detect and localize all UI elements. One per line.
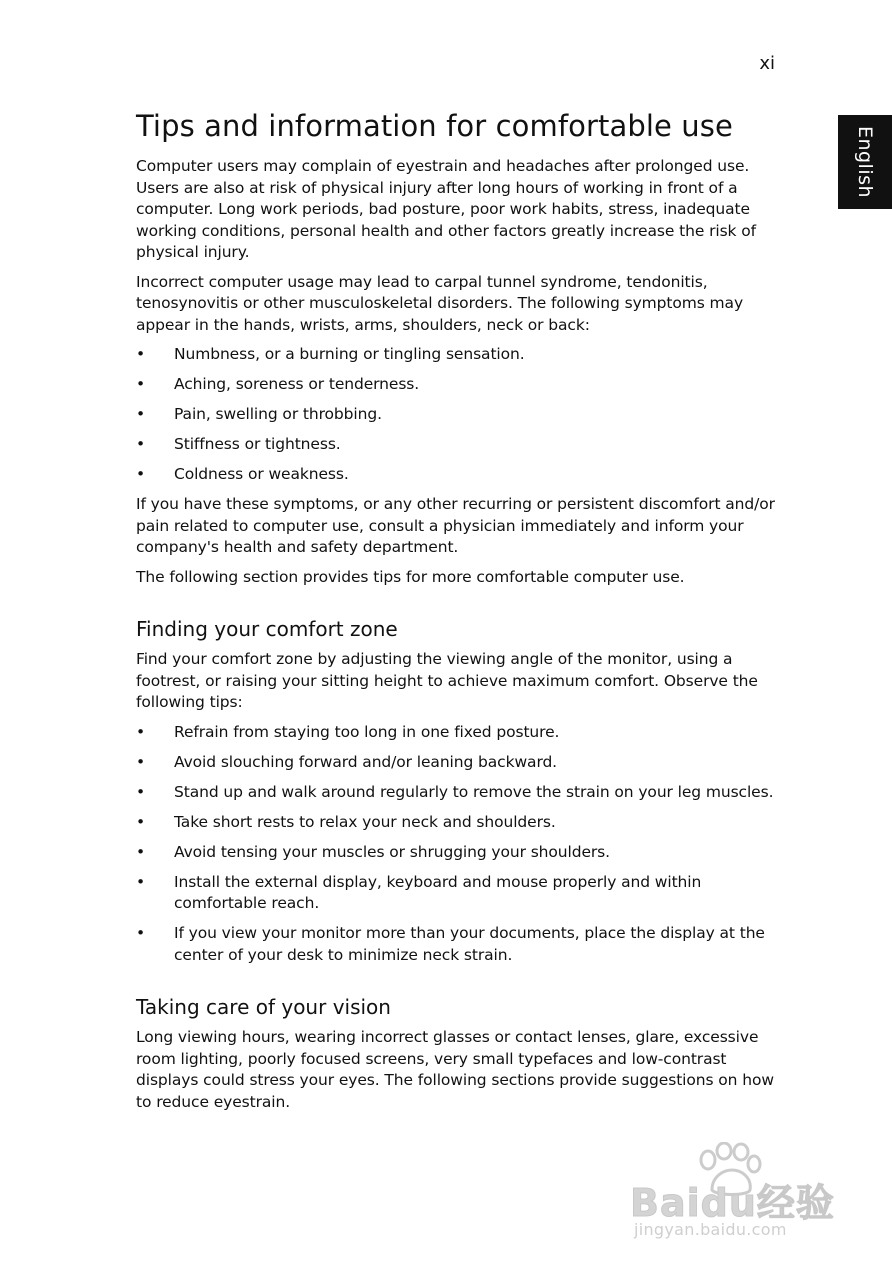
list-item-text: Coldness or weakness. [174, 465, 349, 483]
list-item-text: If you view your monitor more than your documents, place the display at the center of your desk to minimize neck strain. [174, 924, 765, 964]
bullet-icon: • [136, 375, 146, 393]
list-item [136, 464, 776, 486]
bullet-icon: • [136, 872, 146, 891]
list-item [136, 923, 776, 966]
list-item-text: Aching, soreness or tenderness. [174, 375, 420, 393]
watermark-url: jingyan.baidu.com [634, 1220, 787, 1239]
bullet-icon: • [136, 345, 146, 363]
list-item-text: Stiffness or tightness. [174, 435, 341, 453]
list-item-text: Stand up and walk around regularly to remove the strain on your leg muscles. [174, 782, 774, 801]
bullet-icon: • [136, 465, 146, 483]
bullet-icon: • [136, 722, 146, 741]
list-item [136, 434, 776, 456]
bullet-icon: • [136, 782, 146, 801]
list-item [136, 872, 776, 915]
list-item [136, 344, 776, 366]
list-item [136, 752, 776, 774]
bullet-icon: • [136, 435, 146, 453]
list-item [136, 404, 776, 426]
vision-paragraph: Long viewing hours, wearing incorrect glasses or contact lenses, glare, excessive room lighting, poorly focused screens, very small typefaces and low-contrast displays could stress your eyes. The following sections provide suggestions on how to reduce eyestrain. [136, 1028, 774, 1111]
bullet-icon: • [136, 752, 146, 771]
page-number: xi [759, 53, 775, 74]
list-item [136, 812, 776, 834]
symptoms-list [136, 344, 776, 486]
list-item-text: Avoid tensing your muscles or shrugging your shoulders. [174, 842, 610, 861]
list-item [136, 722, 776, 744]
section-intro-paragraph: The following section provides tips for more comfortable computer use. [136, 567, 685, 586]
intro-paragraph-2: Incorrect computer usage may lead to carpal tunnel syndrome, tendonitis, tenosynovitis or other musculoskeletal disorders. The following symptoms may appear in the hands, wrists, arms, shoulders, neck or back: [136, 272, 744, 334]
language-tab [838, 115, 892, 209]
baidu-watermark [630, 1142, 840, 1242]
list-item-text: Refrain from staying too long in one fixed posture. [174, 722, 560, 741]
comfort-zone-heading: Finding your comfort zone [136, 617, 398, 641]
bullet-icon: • [136, 924, 146, 942]
list-item-text: Numbness, or a burning or tingling sensation. [174, 345, 525, 363]
list-item [136, 842, 776, 864]
bullet-icon: • [136, 842, 146, 861]
list-item-text: Take short rests to relax your neck and shoulders. [174, 812, 556, 831]
list-item-text: Pain, swelling or throbbing. [174, 405, 382, 423]
language-tab-label: English [854, 125, 877, 199]
page-title: Tips and information for comfortable use [136, 109, 733, 143]
list-item-text: Avoid slouching forward and/or leaning backward. [174, 752, 558, 771]
watermark-brand: Baidu经验 [630, 1181, 835, 1225]
symptoms-advice-paragraph: If you have these symptoms, or any other recurring or persistent discomfort and/or pain related to computer use, consult a physician immediately and inform your company's health and safety department. [136, 495, 775, 556]
vision-heading: Taking care of your vision [136, 995, 391, 1019]
intro-paragraph-1: Computer users may complain of eyestrain and headaches after prolonged use. Users are also at risk of physical injury after long hours of working in front of a computer. Long work periods, bad posture, poor work habits, stress, inadequate working conditions, personal health and other factors greatly increase the risk of physical injury. [136, 157, 756, 261]
comfort-tips-list [136, 722, 776, 967]
bullet-icon: • [136, 812, 146, 831]
document-body [136, 106, 776, 1121]
bullet-icon: • [136, 405, 146, 423]
comfort-zone-intro: Find your comfort zone by adjusting the viewing angle of the monitor, using a footrest, or raising your sitting height to achieve maximum comfort. Observe the following tips: [136, 650, 758, 711]
list-item-text: Install the external display, keyboard and mouse properly and within comfortable reach. [174, 872, 702, 912]
list-item [136, 782, 776, 804]
list-item [136, 374, 776, 396]
